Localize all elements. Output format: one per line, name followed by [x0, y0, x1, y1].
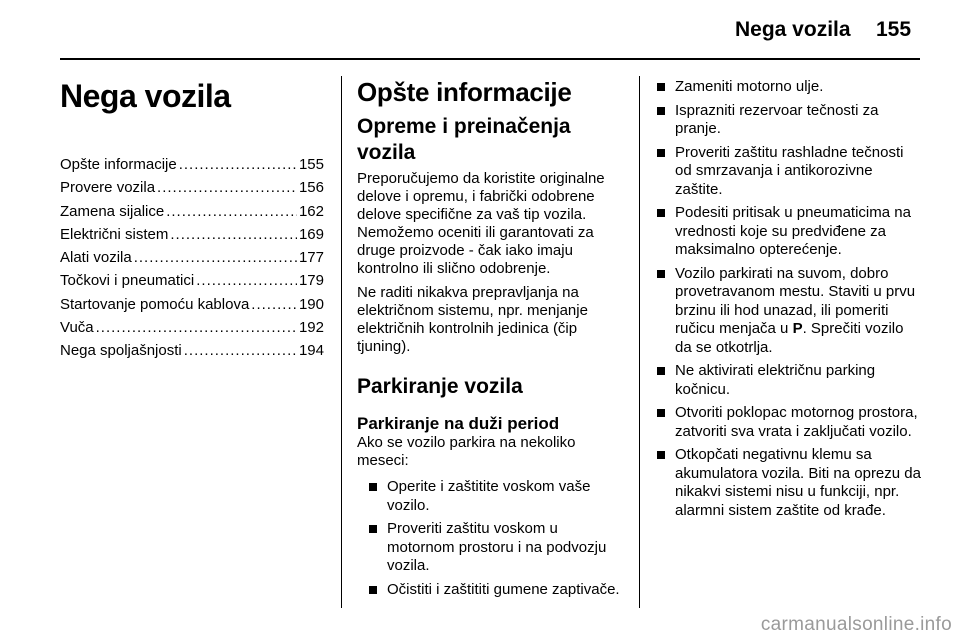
running-header-page-number: 155 [876, 18, 912, 41]
toc-entry-page: 156 [298, 179, 324, 197]
list-item: Zameniti motorno ulje. [655, 78, 923, 97]
bullet-list [357, 478, 625, 599]
toc-entry-page: 179 [298, 272, 324, 290]
paragraph: Ako se vozilo parkira na nekoliko meseci: [357, 434, 576, 469]
toc-entry-page: 155 [298, 156, 324, 173]
header-rule [60, 58, 920, 60]
toc-entry-label: Provere vozila [60, 179, 156, 197]
subsection-title: Opreme i preinačenja vozila [357, 115, 571, 164]
list-item: Ne aktivirati električnu parking kočnicu. [655, 362, 923, 399]
running-header-title: Nega vozila [735, 18, 851, 41]
toc-entry[interactable] [60, 272, 324, 295]
toc-leader-dots [96, 319, 297, 336]
toc-entry-label: Električni sistem [60, 225, 169, 243]
toc-entry[interactable] [60, 249, 324, 272]
toc-leader-dots [134, 249, 297, 266]
toc-leader-dots [157, 179, 297, 196]
list-item: Podesiti pritisak u pneumaticima na vrednosti koje su predviđene za maksimalno opterećenje. [655, 204, 923, 260]
toc-leader-dots [170, 226, 297, 243]
toc-leader-dots [166, 203, 297, 220]
paragraph: Preporučujemo da koristite originalne delove i opremu, i fabrički odobrene delove specifične za vaš tip vozila. Nemožemo oceniti ili garantovati za druge proizvode - čak iako imaju kontrolno ili slično odobrenje. [357, 170, 605, 277]
list-item: Isprazniti rezervoar tečnosti za pranje. [655, 102, 923, 139]
bullet-list [655, 78, 923, 520]
list-item: Očistiti i zaštititi gumene zaptivače. [367, 581, 625, 600]
watermark-text: carmanualsonline.info [760, 614, 952, 635]
chapter-title: Nega vozila [60, 78, 231, 114]
toc-entry-page: 192 [298, 319, 324, 337]
toc-entry-page: 169 [298, 225, 324, 243]
toc-entry-label: Nega spoljašnjosti [60, 342, 182, 360]
section-title-parking: Parkiranje vozila [357, 375, 523, 398]
list-item: Otvoriti poklopac motornog prostora, zatvoriti sva vrata i zaključati vozilo. [655, 404, 923, 441]
toc-entry-label: Opšte informacije [60, 156, 177, 173]
toc-entry[interactable] [60, 319, 324, 342]
section-title: Opšte informacije [357, 77, 572, 107]
toc-leader-dots [184, 342, 297, 359]
list-item: Otkopčati negativnu klemu sa akumulatora vozila. Biti na oprezu da nikakvi sistemi nisu u funkciji, npr. alarmni sistem zaštite od krađe. [655, 446, 923, 520]
table-of-contents [60, 156, 324, 366]
toc-leader-dots [179, 156, 297, 173]
toc-entry[interactable] [60, 226, 324, 249]
column-divider-right [639, 76, 640, 608]
toc-entry[interactable] [60, 179, 324, 202]
toc-leader-dots [196, 272, 297, 289]
toc-entry-label: Zamena sijalice [60, 202, 165, 220]
subheading-long-term: Parkiranje na duži period [357, 414, 560, 433]
list-item: Operite i zaštitite voskom vaše vozilo. [367, 478, 625, 515]
middle-column [357, 72, 625, 604]
toc-entry[interactable] [60, 203, 324, 226]
list-item-text: Vozilo parkirati na suvom, dobro provetravanom mestu. Staviti u prvu brzinu ili hod unazad, ili pomeriti ručicu menjača u [675, 264, 916, 337]
toc-entry-label: Točkovi i pneumatici [60, 272, 195, 290]
toc-entry-label: Startovanje pomoću kablova [60, 295, 250, 313]
list-item: Proveriti zaštitu voskom u motornom prostoru i na podvozju vozila. [367, 520, 625, 576]
toc-entry-label: Vuča [60, 319, 94, 337]
list-item-park [655, 265, 923, 358]
toc-entry[interactable] [60, 342, 324, 365]
gear-position-label: P [792, 320, 803, 337]
toc-entry-page: 190 [298, 295, 324, 313]
toc-entry-label: Alati vozila [60, 249, 132, 267]
paragraph: Ne raditi nikakva prepravljanja na električnom sistemu, npr. menjanje električnih kontrolnih jedinica (čip tjuning). [357, 284, 588, 355]
toc-entry-page: 194 [298, 342, 324, 360]
toc-entry[interactable] [60, 296, 324, 319]
toc-entry-page: 177 [298, 249, 324, 267]
left-column [60, 72, 324, 366]
list-item-text: . Sprečiti vozilo da se otkotrlja. [675, 320, 904, 356]
toc-entry-page: 162 [298, 202, 324, 220]
column-divider-left [341, 76, 342, 608]
toc-leader-dots [251, 296, 297, 313]
list-item: Proveriti zaštitu rashladne tečnosti od smrzavanja i antikorozivne zaštite. [655, 144, 923, 200]
right-column [655, 78, 923, 525]
toc-entry[interactable] [60, 156, 324, 179]
